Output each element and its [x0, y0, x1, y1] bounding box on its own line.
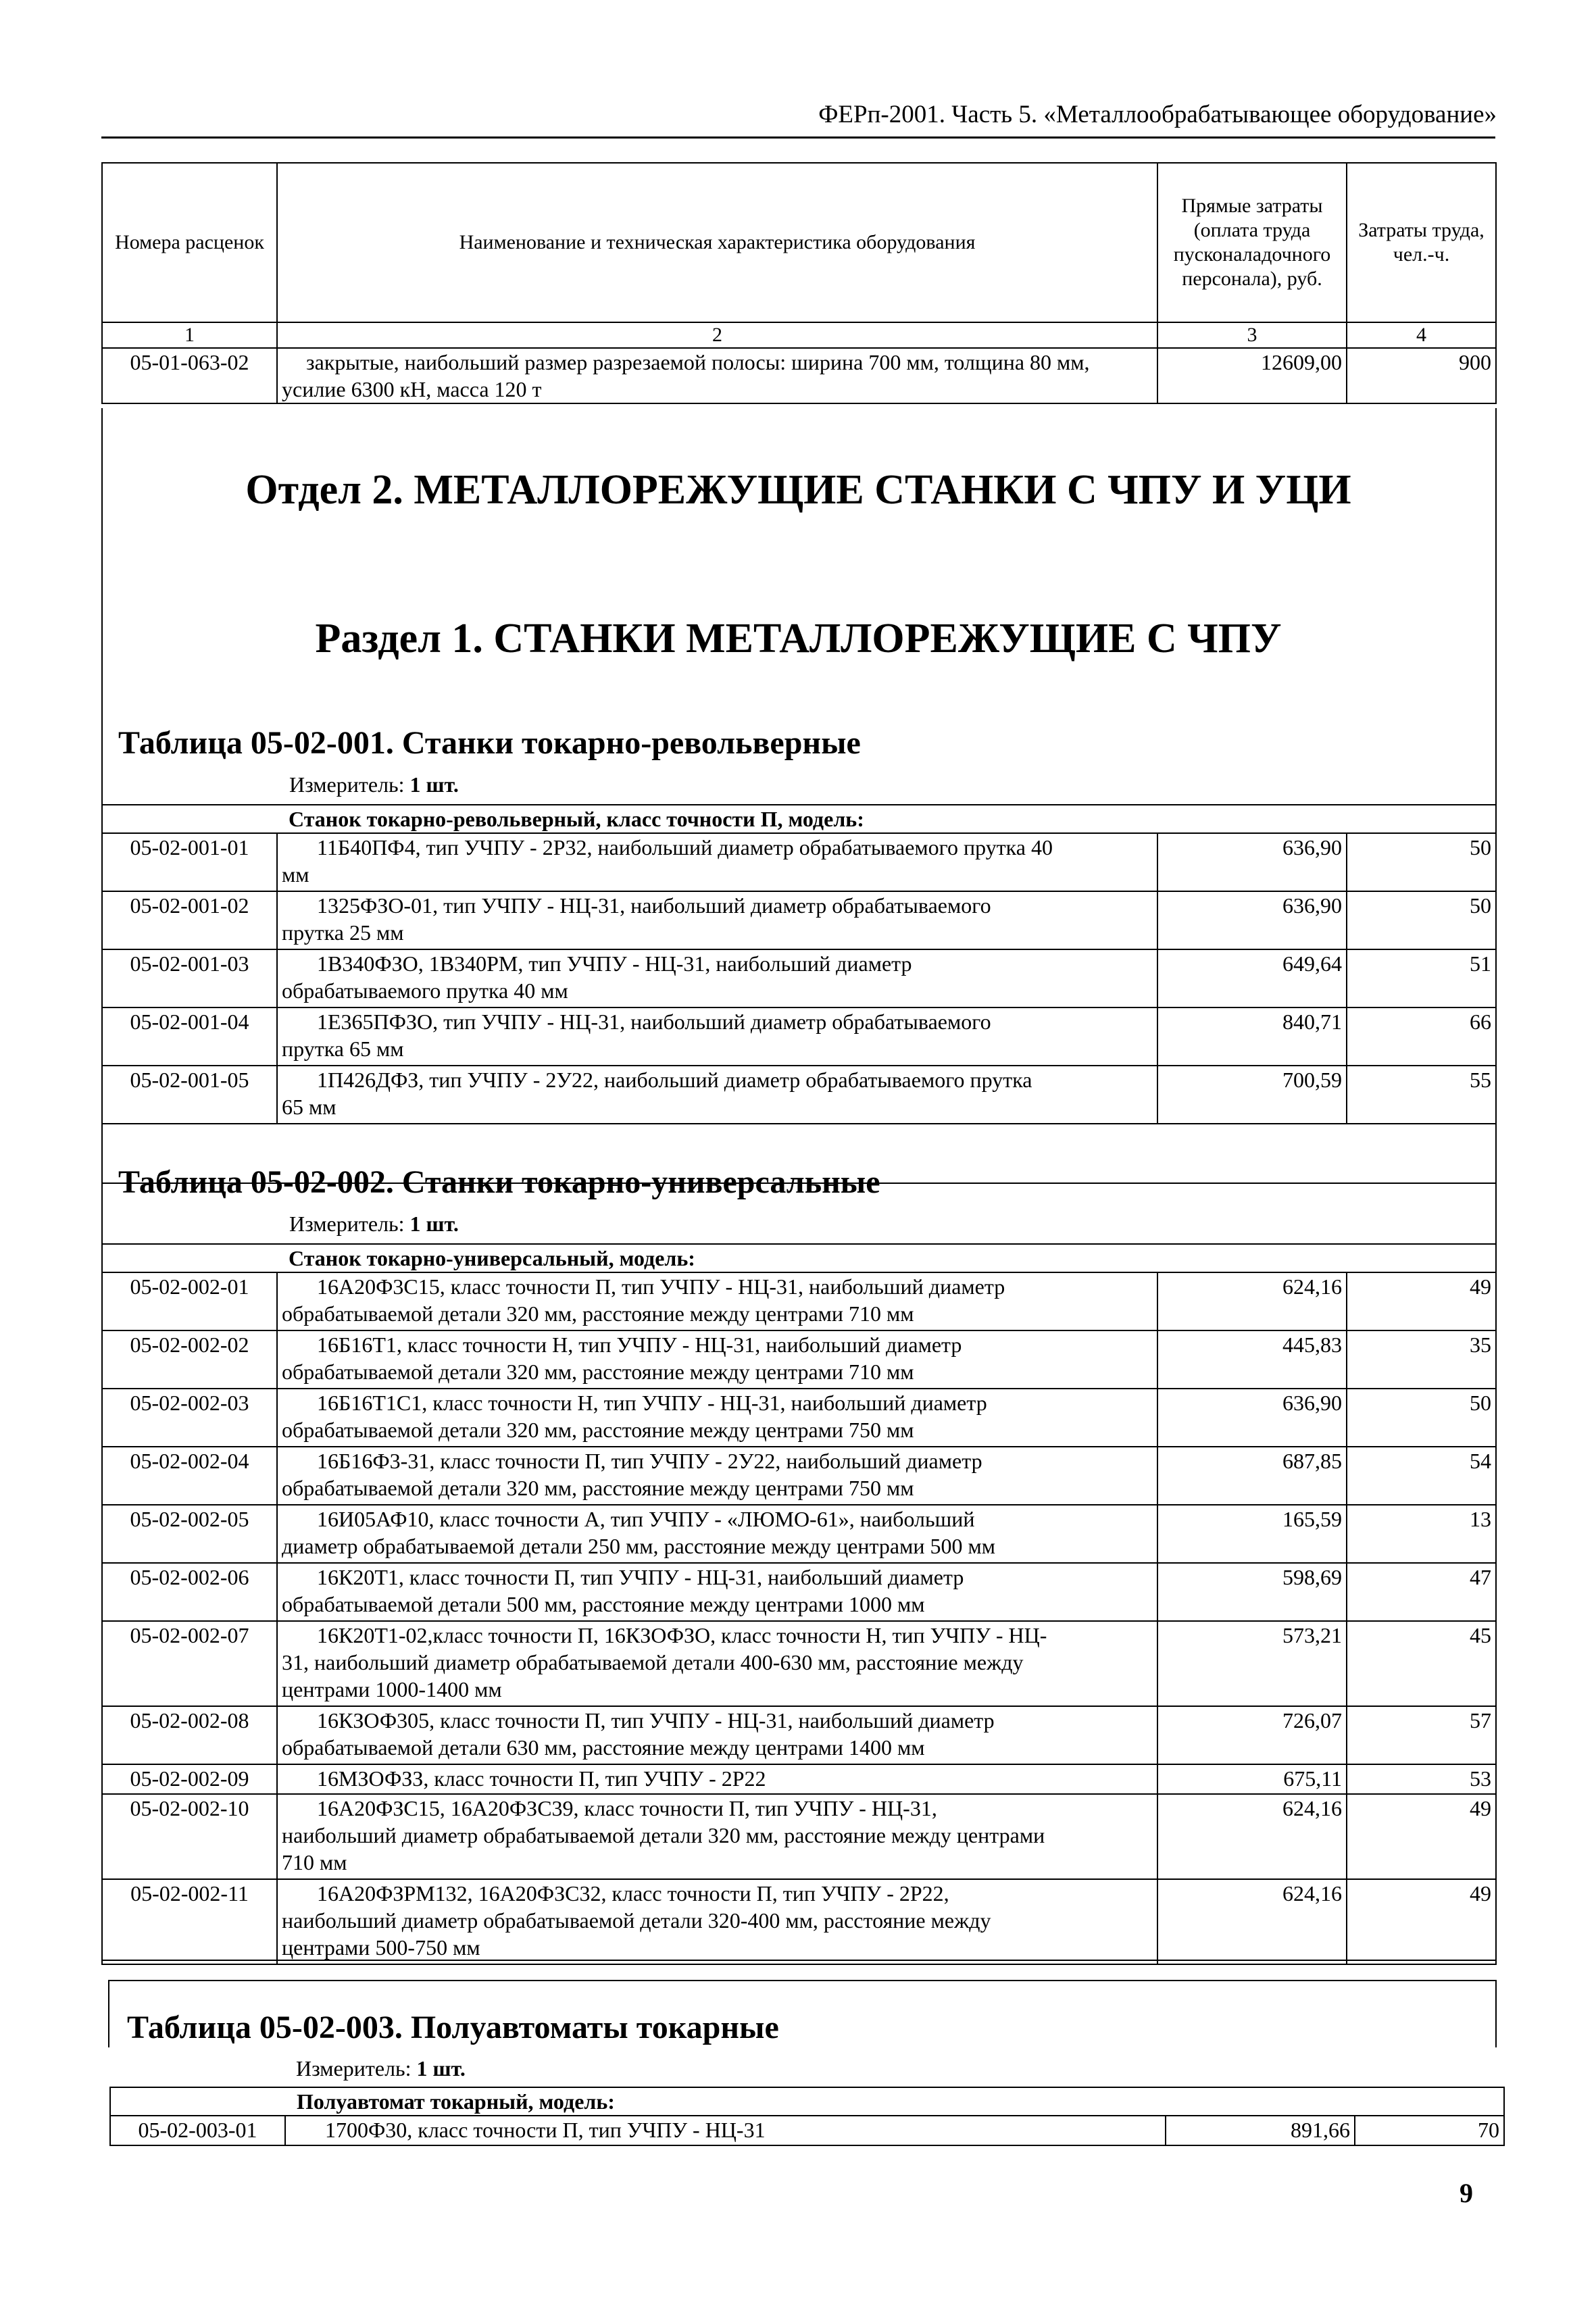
- col-header-cost: Прямые затраты (оплата труда пусконаладочного персонала), руб.: [1157, 163, 1347, 322]
- page-number: 9: [1460, 2178, 1473, 2208]
- row-cost: 445,83: [1157, 1330, 1347, 1389]
- table-row: [102, 1447, 1496, 1505]
- row-code: 05-01-063-02: [102, 348, 277, 403]
- row-cost: 636,90: [1157, 891, 1347, 949]
- row-cost: 636,90: [1157, 1389, 1347, 1447]
- row-description-line: 16И05АФ10, класс точности А, тип УЧПУ - «ЛЮМО-61», наибольший: [317, 1507, 975, 1531]
- row-description: [277, 1794, 1157, 1879]
- table3-measure: Измеритель: 1 шт.: [296, 2056, 466, 2081]
- row-description: [277, 1563, 1157, 1621]
- row-description-line: 710 мм: [282, 1850, 347, 1874]
- row-description-line: наибольший диаметр обрабатываемой детали 320 мм, расстояние между центрами: [282, 1823, 1045, 1847]
- row-description: [277, 1447, 1157, 1505]
- col-number-2: 2: [277, 322, 1157, 348]
- row-code: 05-02-001-03: [102, 949, 277, 1007]
- row-cost: 598,69: [1157, 1563, 1347, 1621]
- table3-group-header: Полуавтомат токарный, модель:: [110, 2087, 1504, 2116]
- col-number-1: 1: [102, 322, 277, 348]
- row-cost: 573,21: [1157, 1621, 1347, 1706]
- col-number-3: 3: [1157, 322, 1347, 348]
- row-cost: 624,16: [1157, 1879, 1347, 1964]
- table-row: [102, 1272, 1496, 1330]
- row-labor: 13: [1347, 1505, 1496, 1563]
- row-description-line: 11Б40ПФ4, тип УЧПУ - 2Р32, наибольший диаметр обрабатываемого прутка 40: [317, 835, 1053, 860]
- table-row: [102, 1879, 1496, 1964]
- row-description: [277, 1621, 1157, 1706]
- table-row: [102, 891, 1496, 949]
- row-cost: 891,66: [1166, 2116, 1355, 2145]
- table2-body: [102, 1272, 1496, 1964]
- row-cost: 165,59: [1157, 1505, 1347, 1563]
- row-code: 05-02-002-08: [102, 1706, 277, 1764]
- row-description: [277, 1879, 1157, 1964]
- row-description-line: 31, наибольший диаметр обрабатываемой детали 400-630 мм, расстояние между: [282, 1650, 1024, 1674]
- row-description-line: наибольший диаметр обрабатываемой детали 320-400 мм, расстояние между: [282, 1908, 991, 1933]
- row-labor: 66: [1347, 1007, 1496, 1066]
- row-labor: 70: [1355, 2116, 1504, 2145]
- row-description-line: мм: [282, 862, 309, 887]
- row-description-line: обрабатываемой детали 320 мм, расстояние между центрами 750 мм: [282, 1476, 914, 1500]
- col-header-name: Наименование и техническая характеристика оборудования: [277, 163, 1157, 322]
- table1: [101, 804, 1497, 1124]
- row-description: [277, 1272, 1157, 1330]
- table2: [101, 1243, 1497, 1965]
- row-code: 05-02-001-01: [102, 833, 277, 891]
- row-description-line: 16Б16Т1С1, класс точности Н, тип УЧПУ - НЦ-31, наибольший диаметр: [317, 1391, 987, 1415]
- table-row: [102, 1764, 1496, 1794]
- row-code: 05-02-002-01: [102, 1272, 277, 1330]
- row-description-line: обрабатываемого прутка 40 мм: [282, 978, 568, 1003]
- row-code: 05-02-003-01: [110, 2116, 285, 2145]
- row-code: 05-02-002-07: [102, 1621, 277, 1706]
- row-description: [277, 1007, 1157, 1066]
- row-description: [277, 1389, 1157, 1447]
- row-description-line: 16Б16Т1, класс точности Н, тип УЧПУ - НЦ-31, наибольший диаметр: [317, 1333, 962, 1357]
- row-cost: 726,07: [1157, 1706, 1347, 1764]
- row-cost: 624,16: [1157, 1272, 1347, 1330]
- row-description-line: 1700Ф30, класс точности П, тип УЧПУ - НЦ-31: [325, 2118, 766, 2142]
- row-description-line: обрабатываемой детали 630 мм, расстояние между центрами 1400 мм: [282, 1735, 925, 1760]
- row-labor: 50: [1347, 833, 1496, 891]
- table2-group-header: Станок токарно-универсальный, модель:: [102, 1244, 1496, 1272]
- row-cost: 12609,00: [1157, 348, 1347, 403]
- row-description-line: 1В340ФЗО, 1В340РМ, тип УЧПУ - НЦ-31, наибольший диаметр: [317, 951, 912, 976]
- section-title: Раздел 1. СТАНКИ МЕТАЛЛОРЕЖУЩИЕ С ЧПУ: [315, 616, 1282, 662]
- row-cost: 700,59: [1157, 1066, 1347, 1124]
- table3: [109, 2087, 1505, 2146]
- row-description-line: 16КЗОФ305, класс точности П, тип УЧПУ - НЦ-31, наибольший диаметр: [317, 1708, 995, 1733]
- row-description-line: центрами 1000-1400 мм: [282, 1677, 502, 1701]
- row-description-line: обрабатываемой детали 320 мм, расстояние между центрами 750 мм: [282, 1418, 914, 1442]
- row-labor: 49: [1347, 1794, 1496, 1879]
- column-header-table: [101, 162, 1497, 404]
- table1-title: Таблица 05-02-001. Станки токарно-револьверные: [118, 725, 861, 761]
- table-row: [102, 1563, 1496, 1621]
- row-labor: 35: [1347, 1330, 1496, 1389]
- row-cost: 649,64: [1157, 949, 1347, 1007]
- row-cost: 624,16: [1157, 1794, 1347, 1879]
- row-labor: 50: [1347, 1389, 1496, 1447]
- row-description-line: 16К20Т1-02,класс точности П, 16КЗОФЗО, класс точности Н, тип УЧПУ - НЦ-: [317, 1623, 1047, 1647]
- table-row: [102, 1794, 1496, 1879]
- row-description-line: 65 мм: [282, 1095, 336, 1119]
- row-code: 05-02-002-03: [102, 1389, 277, 1447]
- row-labor: 47: [1347, 1563, 1496, 1621]
- table2-measure: Измеритель: 1 шт.: [289, 1212, 459, 1236]
- row-labor: 900: [1347, 348, 1496, 403]
- row-description: [277, 1764, 1157, 1794]
- header-rule: [101, 136, 1495, 139]
- row-description-line: 16А20Ф3С15, класс точности П, тип УЧПУ - НЦ-31, наибольший диаметр: [317, 1274, 1005, 1299]
- row-description-line: 1П426ДФЗ, тип УЧПУ - 2У22, наибольший диаметр обрабатываемого прутка: [317, 1068, 1032, 1092]
- row-description-line: 1Е365ПФЗО, тип УЧПУ - НЦ-31, наибольший диаметр обрабатываемого: [317, 1010, 991, 1034]
- running-header: ФЕРп-2001. Часть 5. «Металлообрабатывающее оборудование»: [818, 101, 1497, 128]
- row-description-line: прутка 25 мм: [282, 920, 404, 945]
- row-description-line: обрабатываемой детали 320 мм, расстояние между центрами 710 мм: [282, 1360, 914, 1384]
- row-description-line: обрабатываемой детали 500 мм, расстояние между центрами 1000 мм: [282, 1592, 925, 1616]
- row-code: 05-02-001-05: [102, 1066, 277, 1124]
- table-row: [102, 1505, 1496, 1563]
- table-row: [102, 348, 1496, 403]
- row-description: [277, 1706, 1157, 1764]
- table-row: [110, 2116, 1504, 2145]
- row-description-line: 16А20ФЗРМ132, 16А20ФЗС32, класс точности П, тип УЧПУ - 2Р22,: [317, 1881, 949, 1906]
- table-row: [102, 833, 1496, 891]
- col-header-codes: Номера расценок: [102, 163, 277, 322]
- row-description: [277, 1066, 1157, 1124]
- row-code: 05-02-002-02: [102, 1330, 277, 1389]
- row-code: 05-02-001-02: [102, 891, 277, 949]
- division-title: Отдел 2. МЕТАЛЛОРЕЖУЩИЕ СТАНКИ С ЧПУ И УЦИ: [245, 467, 1351, 513]
- col-number-4: 4: [1347, 322, 1496, 348]
- row-code: 05-02-002-11: [102, 1879, 277, 1964]
- row-code: 05-02-002-10: [102, 1794, 277, 1879]
- row-code: 05-02-002-09: [102, 1764, 277, 1794]
- row-description: [277, 833, 1157, 891]
- table-row: [102, 949, 1496, 1007]
- row-cost: 687,85: [1157, 1447, 1347, 1505]
- row-labor: 53: [1347, 1764, 1496, 1794]
- row-description: [277, 949, 1157, 1007]
- row-labor: 49: [1347, 1272, 1496, 1330]
- table1-group-header: Станок токарно-револьверный, класс точности П, модель:: [102, 805, 1496, 833]
- table1-measure: Измеритель: 1 шт.: [289, 772, 459, 797]
- row-description-line: 16А20ФЗС15, 16А20ФЗС39, класс точности П, тип УЧПУ - НЦ-31,: [317, 1796, 937, 1820]
- row-labor: 51: [1347, 949, 1496, 1007]
- row-description: [277, 891, 1157, 949]
- row-description: закрытые, наибольший размер разрезаемой полосы: ширина 700 мм, толщина 80 мм, усилие 6300 кН, масса 120 т: [277, 348, 1157, 403]
- table1-body: [102, 833, 1496, 1124]
- row-labor: 49: [1347, 1879, 1496, 1964]
- table-row: [102, 1007, 1496, 1066]
- row-description-line: центрами 500-750 мм: [282, 1935, 480, 1960]
- row-labor: 55: [1347, 1066, 1496, 1124]
- row-description: [277, 1505, 1157, 1563]
- row-description-line: обрабатываемой детали 320 мм, расстояние между центрами 710 мм: [282, 1301, 914, 1326]
- row-code: 05-02-001-04: [102, 1007, 277, 1066]
- row-description-line: 1325ФЗО-01, тип УЧПУ - НЦ-31, наибольший диаметр обрабатываемого: [317, 893, 991, 918]
- row-code: 05-02-002-04: [102, 1447, 277, 1505]
- row-description-line: 16МЗОФЗЗ, класс точности П, тип УЧПУ - 2Р22: [317, 1766, 766, 1791]
- row-labor: 57: [1347, 1706, 1496, 1764]
- table-row: [102, 1389, 1496, 1447]
- row-cost: 636,90: [1157, 833, 1347, 891]
- table-row: [102, 1621, 1496, 1706]
- row-description-line: прутка 65 мм: [282, 1037, 404, 1061]
- table-row: [102, 1706, 1496, 1764]
- row-cost: 840,71: [1157, 1007, 1347, 1066]
- row-description-line: 16Б16Ф3-31, класс точности П, тип УЧПУ - 2У22, наибольший диаметр: [317, 1449, 982, 1473]
- row-code: 05-02-002-05: [102, 1505, 277, 1563]
- row-description-line: диаметр обрабатываемой детали 250 мм, расстояние между центрами 500 мм: [282, 1534, 995, 1558]
- row-description: [285, 2116, 1166, 2145]
- table-row: [102, 1066, 1496, 1124]
- row-labor: 54: [1347, 1447, 1496, 1505]
- row-code: 05-02-002-06: [102, 1563, 277, 1621]
- table-row: [102, 1330, 1496, 1389]
- row-labor: 50: [1347, 891, 1496, 949]
- table3-body: [110, 2116, 1504, 2145]
- row-description: [277, 1330, 1157, 1389]
- row-labor: 45: [1347, 1621, 1496, 1706]
- table2-title: Таблица 05-02-002. Станки токарно-универсальные: [118, 1164, 880, 1200]
- row-cost: 675,11: [1157, 1764, 1347, 1794]
- table3-title: Таблица 05-02-003. Полуавтоматы токарные: [127, 2010, 779, 2045]
- col-header-labor: Затраты труда, чел.-ч.: [1347, 163, 1496, 322]
- row-description-line: 16К20Т1, класс точности П, тип УЧПУ - НЦ-31, наибольший диаметр: [317, 1565, 964, 1589]
